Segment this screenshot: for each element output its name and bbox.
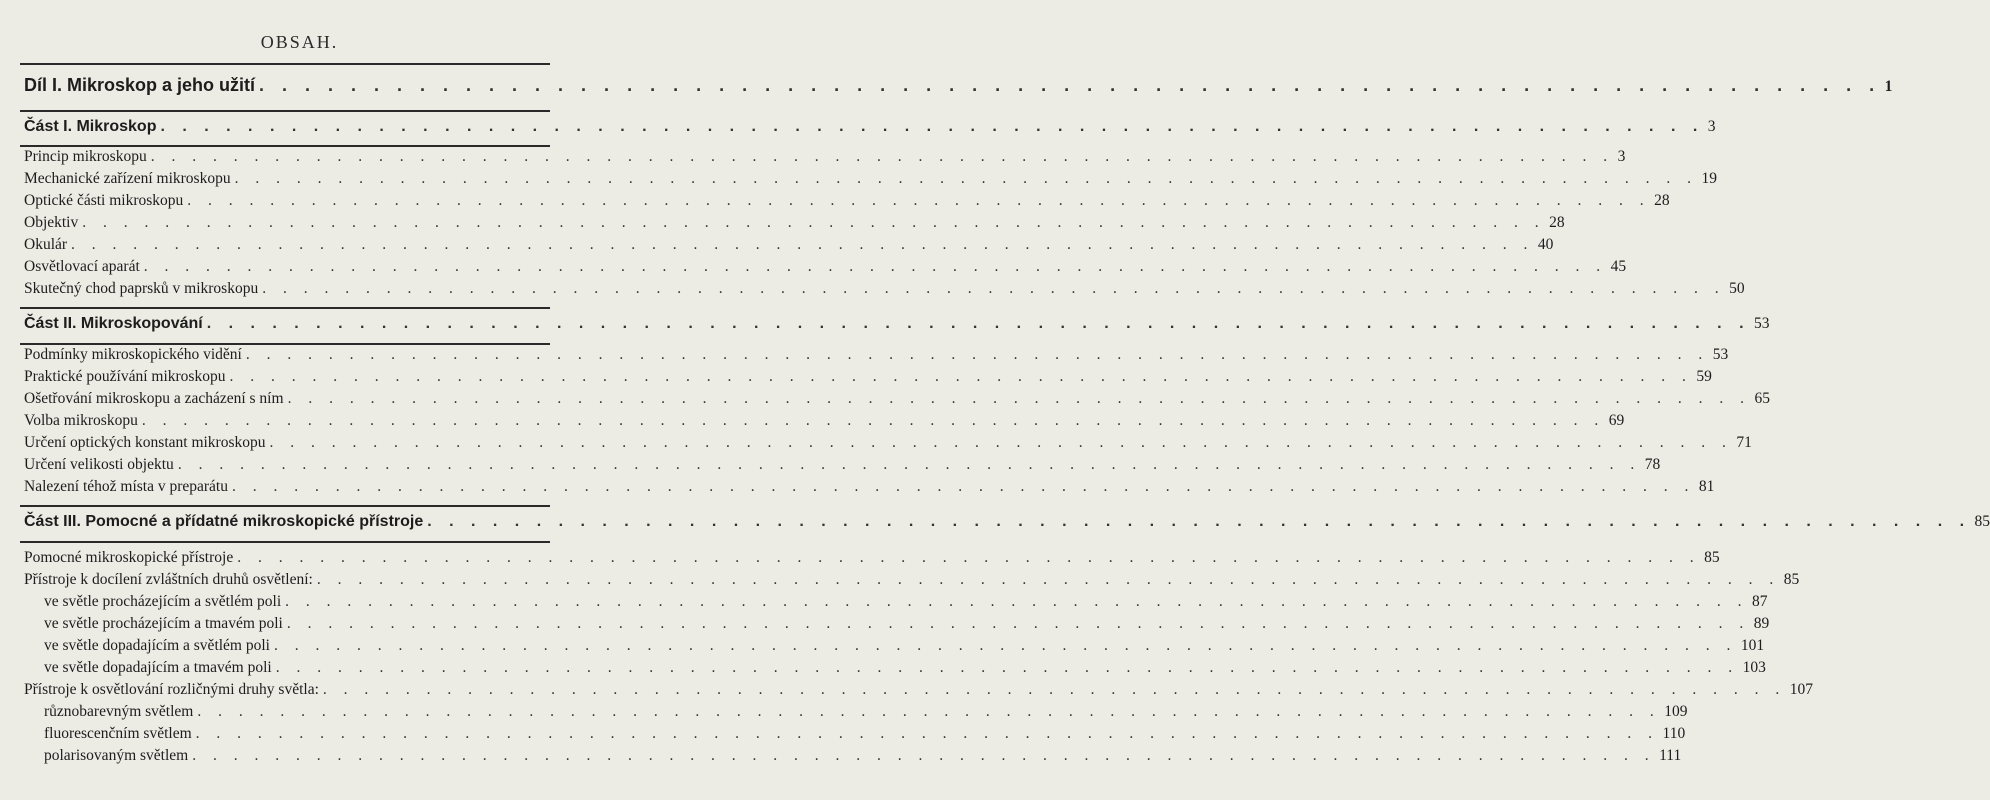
leader-dots: . . . . . . . . . . . . . . . . . . . . . . . . . . . . . . . . . . . . . . . . . . . . . . . . . . . . . . . . . . . . . . . . . . . . . . . xyxy=(262,280,1726,297)
toc-entry xyxy=(24,368,1712,390)
toc-subentry xyxy=(44,703,1688,725)
entry-label: Část III. Pomocné a přídatné mikroskopické přístroje xyxy=(24,513,424,530)
leader-dots: . . . . . . . . . . . . . . . . . . . . . . . . . . . . . . . . . . . . . . . . . . . . . . . . . . . . . . . . . . . . . . . . . . . . . . . xyxy=(286,615,1750,632)
leader-dots: . . . . . . . . . . . . . . . . . . . . . . . . . . . . . . . . . . . . . . . . . . . . . . . . . . . . . . . . . . . . . . . . . . . . . . . xyxy=(427,513,1971,530)
entry-label: ve světle dopadajícím a tmavém poli xyxy=(44,659,272,676)
toc-section-heading xyxy=(24,315,1770,337)
toc-entry xyxy=(24,346,1729,368)
entry-label: Ošetřování mikroskopu a zacházení s ním xyxy=(24,390,284,407)
toc-entry xyxy=(24,280,1745,302)
entry-label: Objektiv xyxy=(24,214,79,231)
leader-dots: . . . . . . . . . . . . . . . . . . . . . . . . . . . . . . . . . . . . . . . . . . . . . . . . . . . . . . . . . . . . . . . . . . . . . . . xyxy=(195,725,1659,742)
entry-label: Určení velikosti objektu xyxy=(24,456,174,473)
toc-subentry xyxy=(44,637,1765,659)
entry-page: 103 xyxy=(1742,659,1766,676)
entry-label: Skutečný chod paprsků v mikroskopu xyxy=(24,280,259,297)
divider xyxy=(20,541,550,543)
entry-label: Mechanické zařízení mikroskopu xyxy=(24,170,231,187)
entry-label: ve světle procházejícím a světlém poli xyxy=(44,593,282,610)
toc-subentry xyxy=(44,725,1686,747)
toc-subentry xyxy=(44,593,1768,615)
entry-label: Přístroje k osvětlování rozličnými druhy světla: xyxy=(24,681,319,698)
entry-label: ve světle procházejícím a tmavém poli xyxy=(44,615,283,632)
entry-page: 3 xyxy=(1617,148,1626,165)
entry-page: 78 xyxy=(1644,456,1661,473)
entry-page: 50 xyxy=(1729,280,1745,297)
entry-page: 110 xyxy=(1662,725,1686,742)
entry-page: 85 xyxy=(1974,513,1990,530)
leader-dots: . . . . . . . . . . . . . . . . . . . . . . . . . . . . . . . . . . . . . . . . . . . . . . . . . . . . . . . . . . . . . . . . . . . . . . . xyxy=(316,571,1780,588)
toc-entry xyxy=(24,148,1626,170)
entry-label: Díl I. Mikroskop a jeho užití xyxy=(24,75,256,95)
entry-label: Nalezení téhož místa v preparátu xyxy=(24,478,228,495)
divider xyxy=(20,110,550,112)
divider xyxy=(20,63,550,65)
leader-dots: . . . . . . . . . . . . . . . . . . . . . . . . . . . . . . . . . . . . . . . . . . . . . . . . . . . . . . . . . . . . . . . . . . . . . . . xyxy=(275,659,1739,676)
leader-dots: . . . . . . . . . . . . . . . . . . . . . . . . . . . . . . . . . . . . . . . . . . . . . . . . . . . . . . . . . . . . . . . . . . . . . . . xyxy=(245,346,1709,363)
entry-page: 53 xyxy=(1754,315,1770,332)
toc-section-heading xyxy=(24,513,1990,535)
leader-dots: . . . . . . . . . . . . . . . . . . . . . . . . . . . . . . . . . . . . . . . . . . . . . . . . . . . . . . . . . . . . . . . . . . . . . . . xyxy=(229,368,1693,385)
entry-label: Volba mikroskopu xyxy=(24,412,138,429)
divider xyxy=(20,145,550,147)
toc-entry xyxy=(24,434,1752,456)
divider xyxy=(20,505,550,507)
leader-dots: . . . . . . . . . . . . . . . . . . . . . . . . . . . . . . . . . . . . . . . . . . . . . . . . . . . . . . . . . . . . . . . . . . . . . . . xyxy=(82,214,1546,231)
leader-dots: . . . . . . . . . . . . . . . . . . . . . . . . . . . . . . . . . . . . . . . . . . . . . . . . . . . . . . . . . . . . . . . . . . . . . . . xyxy=(234,170,1698,187)
entry-page: 109 xyxy=(1664,703,1688,720)
toc-entry xyxy=(24,236,1554,258)
entry-page: 45 xyxy=(1610,258,1627,275)
entry-label: Přístroje k docílení zvláštních druhů osvětlení: xyxy=(24,571,313,588)
entry-label: různobarevným světlem xyxy=(44,703,194,720)
entry-page: 85 xyxy=(1783,571,1800,588)
entry-page: 65 xyxy=(1754,390,1770,407)
entry-label: Praktické používání mikroskopu xyxy=(24,368,226,385)
entry-label: fluorescenčním světlem xyxy=(44,725,192,742)
entry-page: 69 xyxy=(1608,412,1625,429)
leader-dots: . . . . . . . . . . . . . . . . . . . . . . . . . . . . . . . . . . . . . . . . . . . . . . . . . . . . . . . . . . . . . . . . . . . . . . . xyxy=(160,118,1704,135)
leader-dots: . . . . . . . . . . . . . . . . . . . . . . . . . . . . . . . . . . . . . . . . . . . . . . . . . . . . . . . . . . . . . . . . . . . . . . . xyxy=(71,236,1534,253)
toc-entry xyxy=(24,170,1717,192)
leader-dots: . . . . . . . . . . . . . . . . . . . . . . . . . . . . . . . . . . . . . . . . . . . . . . . . . . . . . . . . . . . . . . . . . . . . . . . xyxy=(237,549,1701,566)
leader-dots: . . . . . . . . . . . . . . . . . . . . . . . . . . . . . . . . . . . . . . . . . . . . . . . . . . . . . . . . . . . . . . . . . . . . . . . xyxy=(177,456,1641,473)
entry-page: 19 xyxy=(1701,170,1717,187)
leader-dots: . . . . . . . . . . . . . . . . . . . . . . . . . . . . . . . . . . . . . . . . . . . . . . . . . . . . . . . . . . . . . . . . . . . . . . . xyxy=(150,148,1614,165)
entry-page: 89 xyxy=(1753,615,1770,632)
entry-page: 59 xyxy=(1696,368,1712,385)
entry-page: 101 xyxy=(1740,637,1765,654)
entry-label: polarisovaným světlem xyxy=(44,747,189,764)
leader-dots: . . . . . . . . . . . . . . . . . . . . . . . . . . . . . . . . . . . . . . . . . . . . . . . . . . . . . . . . . . . . . . . . . . . . . . . xyxy=(287,390,1751,407)
entry-label: Princip mikroskopu xyxy=(24,148,147,165)
leader-dots: . . . . . . . . . . . . . . . . . . . . . . . . . . . . . . . . . . . . . . . . . . . . . . . . . . . . . . . . . . . . . . . . . . . . . . . xyxy=(192,747,1656,764)
entry-label: Optické části mikroskopu xyxy=(24,192,184,209)
toc-entry xyxy=(24,258,1627,280)
entry-label: Část I. Mikroskop xyxy=(24,118,157,135)
entry-label: ve světle dopadajícím a světlém poli xyxy=(44,637,270,654)
toc-part-heading xyxy=(24,75,1893,97)
entry-page: 53 xyxy=(1712,346,1729,363)
entry-page: 28 xyxy=(1654,192,1670,209)
entry-page: 85 xyxy=(1704,549,1720,566)
entry-page: 111 xyxy=(1659,747,1682,764)
entry-page: 40 xyxy=(1537,236,1554,253)
leader-dots: . . . . . . . . . . . . . . . . . . . . . . . . . . . . . . . . . . . . . . . . . . . . . . . . . . . . . . . . . . . . . . . . . . . . . . . xyxy=(285,593,1749,610)
toc-entry xyxy=(24,390,1770,412)
divider xyxy=(20,307,550,309)
entry-label: Okulár xyxy=(24,236,68,253)
toc-subentry xyxy=(44,747,1682,769)
entry-page: 87 xyxy=(1752,593,1768,610)
divider xyxy=(20,343,550,345)
toc-entry xyxy=(24,681,1814,703)
entry-label: Pomocné mikroskopické přístroje xyxy=(24,549,234,566)
entry-label: Podmínky mikroskopického vidění xyxy=(24,346,242,363)
leader-dots: . . . . . . . . . . . . . . . . . . . . . . . . . . . . . . . . . . . . . . . . . . . . . . . . . . . . . . . . . . . . . . . . . . . . . . . xyxy=(143,258,1607,275)
toc-subentry xyxy=(44,615,1770,637)
leader-dots: . . . . . . . . . . . . . . . . . . . . . . . . . . . . . . . . . . . . . . . . . . . . . . . . . . . . . . . . . . . . . . . . . . . . . . . xyxy=(232,478,1695,495)
entry-label: Část II. Mikroskopování xyxy=(24,315,203,332)
toc-entry xyxy=(24,478,1715,500)
toc-entry xyxy=(24,571,1800,593)
entry-label: Osvětlovací aparát xyxy=(24,258,140,275)
toc-entry xyxy=(24,412,1625,434)
entry-page: 107 xyxy=(1789,681,1814,698)
entry-page: 1 xyxy=(1884,78,1893,95)
entry-page: 71 xyxy=(1736,434,1752,451)
leader-dots: . . . . . . . . . . . . . . . . . . . . . . . . . . . . . . . . . . . . . . . . . . . . . . . . . . . . . . . . . . . . . . . . . . . . . . . xyxy=(259,75,1881,95)
toc-subentry xyxy=(44,659,1766,681)
leader-dots: . . . . . . . . . . . . . . . . . . . . . . . . . . . . . . . . . . . . . . . . . . . . . . . . . . . . . . . . . . . . . . . . . . . . . . . xyxy=(197,703,1661,720)
toc-entry xyxy=(24,192,1670,214)
leader-dots: . . . . . . . . . . . . . . . . . . . . . . . . . . . . . . . . . . . . . . . . . . . . . . . . . . . . . . . . . . . . . . . . . . . . . . . xyxy=(141,412,1605,429)
leader-dots: . . . . . . . . . . . . . . . . . . . . . . . . . . . . . . . . . . . . . . . . . . . . . . . . . . . . . . . . . . . . . . . . . . . . . . . xyxy=(273,637,1737,654)
toc-entry xyxy=(24,456,1661,478)
entry-page: 3 xyxy=(1707,118,1716,135)
leader-dots: . . . . . . . . . . . . . . . . . . . . . . . . . . . . . . . . . . . . . . . . . . . . . . . . . . . . . . . . . . . . . . . . . . . . . . . xyxy=(187,192,1651,209)
page-title: OBSAH. xyxy=(260,32,339,52)
entry-label: Určení optických konstant mikroskopu xyxy=(24,434,266,451)
entry-page: 28 xyxy=(1549,214,1565,231)
toc-entry xyxy=(24,214,1565,236)
leader-dots: . . . . . . . . . . . . . . . . . . . . . . . . . . . . . . . . . . . . . . . . . . . . . . . . . . . . . . . . . . . . . . . . . . . . . . . xyxy=(322,681,1786,698)
leader-dots: . . . . . . . . . . . . . . . . . . . . . . . . . . . . . . . . . . . . . . . . . . . . . . . . . . . . . . . . . . . . . . . . . . . . . . . xyxy=(206,315,1751,332)
entry-page: 81 xyxy=(1698,478,1715,495)
toc-entry xyxy=(24,549,1720,571)
leader-dots: . . . . . . . . . . . . . . . . . . . . . . . . . . . . . . . . . . . . . . . . . . . . . . . . . . . . . . . . . . . . . . . . . . . . . . . xyxy=(269,434,1733,451)
toc-section-heading xyxy=(24,118,1716,140)
